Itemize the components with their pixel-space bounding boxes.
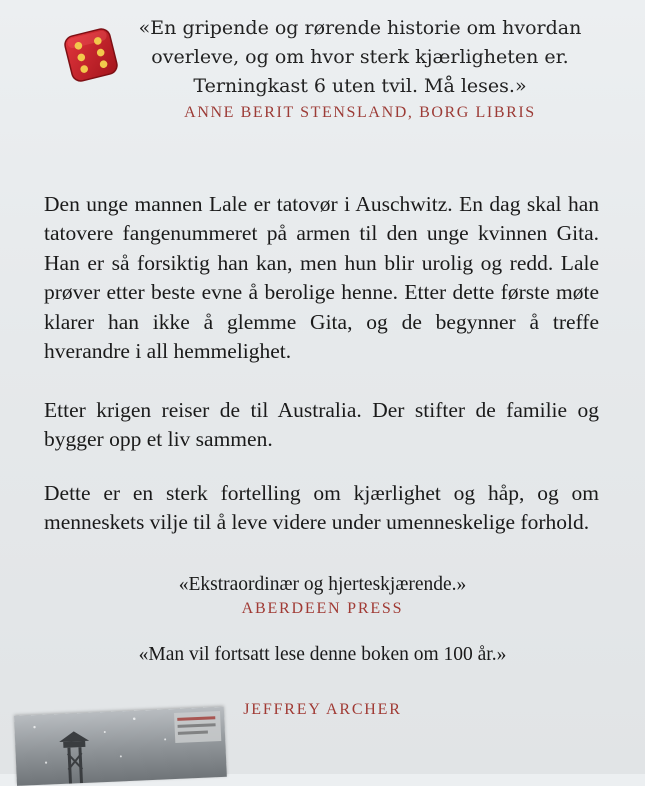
book-cover-thumbnail [14,707,227,786]
description-paragraph-3: Dette er en sterk fortelling om kjærlighet og håp, og om menneskets vilje til å leve videre under umenneskelige forhold. [44,480,599,534]
dice-six-icon [60,24,122,86]
description-paragraph-2: Etter krigen reiser de til Australia. Der stifter de familie og bygger opp et liv sammen. [44,397,599,451]
top-review-quote: «En gripende og rørende historie om hvordan overleve, og om hvor sterk kjærligheten er. Terningkast 6 uten tvil. Må leses.» [138,17,582,97]
watchtower-image [14,707,227,786]
press-source-1: ABERDEEN PRESS [241,600,404,617]
press-source-2: JEFFREY ARCHER [243,701,402,718]
press-quote-1: «Ekstraordinær og hjerteskjærende.» [178,574,467,595]
press-quote-2: «Man vil fortsatt lese denne boken om 100 år.» [138,644,507,665]
description-paragraph-1: Den unge mannen Lale er tatovør i Auschwitz. En dag skal han tatovere fangenummeret på armen til den unge kvinnen Gita. Han er så forsiktig han kan, men hun blir urolig og redd. Lale prøver etter beste evne å berolige henne. Etter dette første møte klarer han ikke å glemme Gita, og de begynner å treffe hverandre i all hemmelighet. [44,191,599,363]
top-review-source: ANNE BERIT STENSLAND, BORG LIBRIS [184,104,536,121]
